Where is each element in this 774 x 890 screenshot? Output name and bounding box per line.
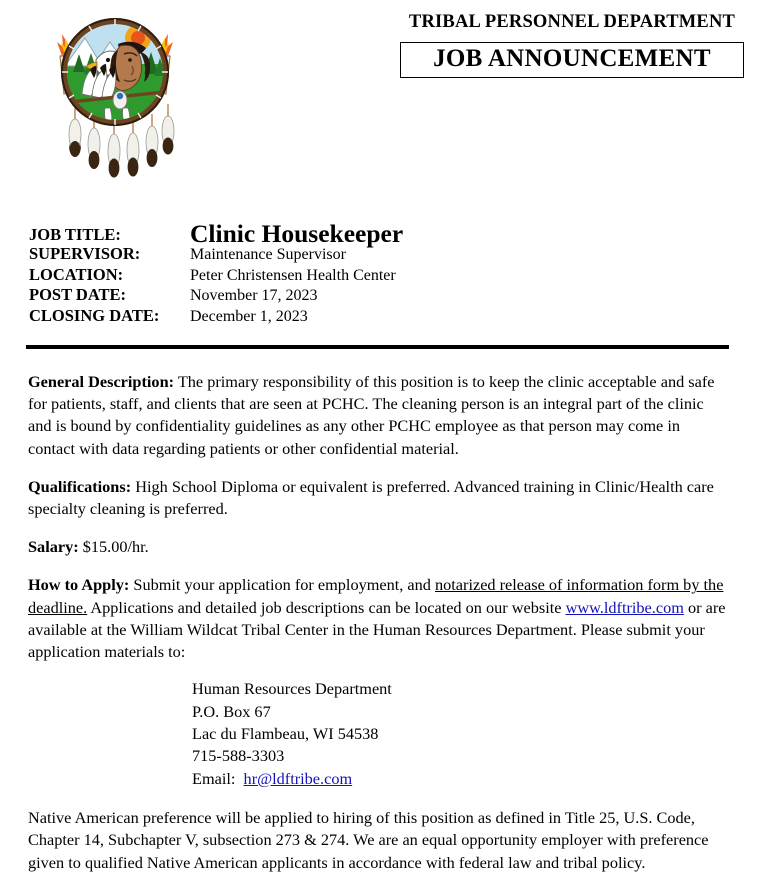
how-to-apply-label: How to Apply: [28, 575, 130, 595]
tribal-seal-logo [40, 4, 190, 199]
job-title-value: Clinic Housekeeper [190, 219, 404, 248]
closing-date-value: December 1, 2023 [190, 307, 308, 325]
job-announcement-box [400, 42, 744, 78]
how-to-apply-text-part1: Submit your application for employment, and [129, 575, 435, 595]
job-info-row-location [29, 264, 729, 288]
mailing-address-block [28, 678, 728, 790]
horizontal-rule [26, 345, 729, 349]
post-date-label: POST DATE: [29, 285, 127, 304]
job-info-row-job-title [29, 219, 729, 246]
website-link[interactable]: www.ldftribe.com [565, 597, 684, 617]
general-description-paragraph [28, 371, 728, 460]
address-line-department: Human Resources Department [192, 679, 392, 699]
address-line-phone: 715-588-3303 [192, 746, 285, 766]
address-line-email [192, 768, 728, 790]
document-header [0, 0, 774, 200]
notarized-release-underlined-text: notarized release of information form by the deadline. [28, 575, 724, 617]
job-info-row-post-date [29, 287, 729, 308]
document-body [28, 371, 728, 890]
how-to-apply-text-part3: or are available at the William Wildcat Tribal Center in the Human Resources Department. Please submit your application materials to: [28, 597, 726, 662]
department-title: TRIBAL PERSONNEL DEPARTMENT [408, 12, 736, 32]
qualifications-paragraph [28, 476, 728, 520]
supervisor-label: SUPERVISOR: [29, 244, 141, 263]
salary-value: $15.00/hr. [78, 537, 149, 557]
salary-paragraph [28, 536, 728, 558]
job-announcement-label: JOB ANNOUNCEMENT [433, 45, 711, 72]
header-title-block [400, 12, 744, 78]
location-value: Peter Christensen Health Center [190, 266, 396, 284]
qualifications-label: Qualifications: [28, 476, 132, 496]
general-description-label: General Description: [28, 372, 175, 391]
email-label: Email: [192, 768, 244, 788]
email-link[interactable]: hr@ldftribe.com [243, 768, 353, 788]
address-line-po-box: P.O. Box 67 [192, 701, 271, 721]
closing-date-label: CLOSING DATE: [29, 305, 160, 325]
salary-label: Salary: [28, 537, 79, 557]
qualifications-text: High School Diploma or equivalent is preferred. Advanced training in Clinic/Health care specialty cleaning is preferred. [28, 476, 714, 519]
how-to-apply-text-part2: Applications and detailed job descriptions can be located on our website [87, 597, 566, 617]
general-description-text: The primary responsibility of this position is to keep the clinic acceptable and safe for patients, staff, and clients that are seen at PCHC. The cleaning person is an integral part of the clinic and is bound by confidentiality guidelines as any other PCHC employee as that person may come in contact with data regarding patients or other confidential material. [28, 372, 715, 458]
job-info-row-closing-date [29, 305, 729, 329]
job-title-label: JOB TITLE: [29, 225, 121, 244]
job-info-row-supervisor [29, 246, 729, 267]
location-label: LOCATION: [29, 264, 124, 284]
post-date-value: November 17, 2023 [190, 287, 318, 304]
native-american-preference-paragraph: Native American preference will be applied to hiring of this position as defined in Title 25, U.S. Code, Chapter 14, Subchapter V, subsection 273 & 274. We are an equal opportunity employer with preference given to qualified Native American applicants in accordance with federal law and tribal policy. [28, 808, 709, 872]
address-line-city-state-zip: Lac du Flambeau, WI 54538 [192, 724, 379, 744]
job-info-table [29, 219, 729, 328]
supervisor-value: Maintenance Supervisor [190, 246, 346, 263]
how-to-apply-paragraph [28, 574, 728, 663]
